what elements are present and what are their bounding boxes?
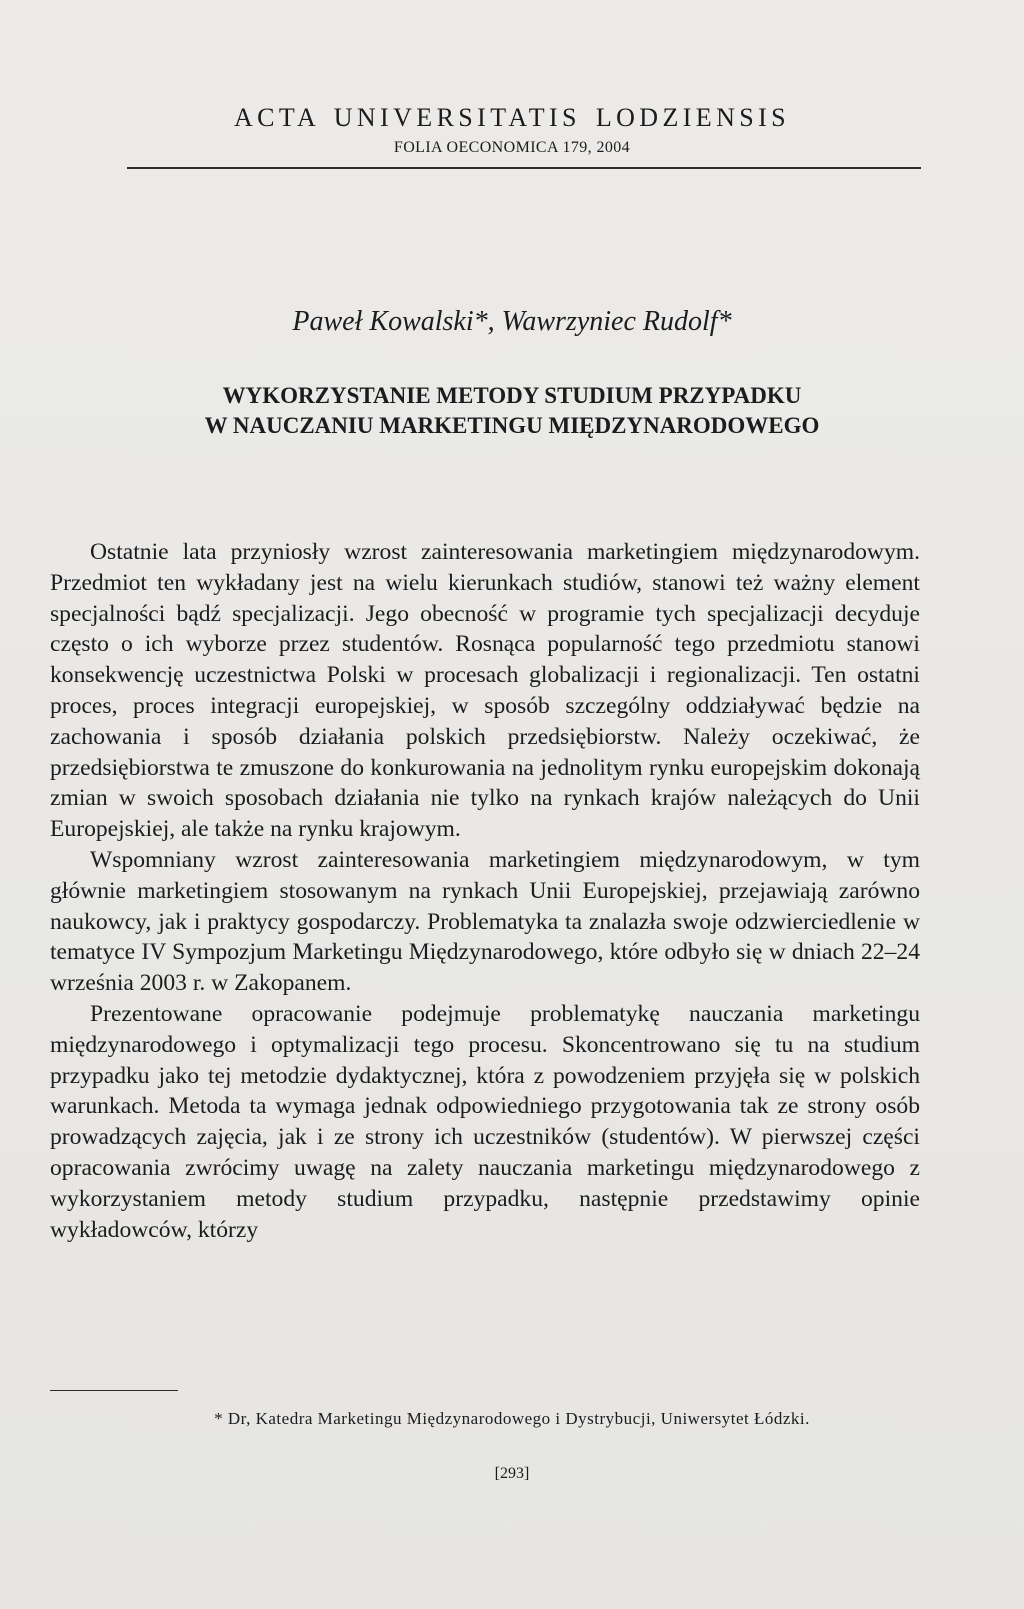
body-paragraph-2: Wspomniany wzrost zainteresowania marketingiem międzynarodowym, w tym głównie marketingiem stosowanym na rynkach Unii Europejskiej, przejawiają zarówno naukowcy, jak i praktycy gospodarczy. Problematyka ta znalazła swoje odzwierciedlenie w tematyce IV Sympozjum Marketingu Międzynarodowego, które odbyło się w dniach 22–24 września 2003 r. w Zakopanem. xyxy=(50,846,920,997)
header-rule xyxy=(127,167,921,169)
footnote: * Dr, Katedra Marketingu Międzynarodowego i Dystrybucji, Uniwersytet Łódzki. xyxy=(214,1409,810,1428)
journal-title: ACTA UNIVERSITATIS LODZIENSIS xyxy=(233,103,791,132)
journal-folio: FOLIA OECONOMICA 179, 2004 xyxy=(393,139,631,156)
article-body xyxy=(50,537,920,1245)
page-number: [293] xyxy=(494,1465,530,1482)
article-authors: Paweł Kowalski*, Wawrzyniec Rudolf* xyxy=(292,306,732,337)
article-title-line-1: WYKORZYSTANIE METODY STUDIUM PRZYPADKU xyxy=(222,383,802,408)
body-paragraph-3: Prezentowane opracowanie podejmuje problematykę nauczania marketingu międzynarodowego i optymalizacji tego procesu. Skoncentrowano się tu na studium przypadku jako tej metodzie dydaktycznej, która z powodzeniem przyjęła się w polskich warunkach. Metoda ta wymaga jednak odpowiedniego przygotowania tak ze strony osób prowadzących zajęcia, jak i ze strony ich uczestników (studentów). W pierwszej części opracowania zwrócimy uwagę na zalety nauczania marketingu międzynarodowego z wykorzystaniem metody studium przypadku, następnie przedstawimy opinie wykładowców, którzy xyxy=(50,1000,920,1243)
article-title xyxy=(0,381,1024,441)
body-paragraph-1: Ostatnie lata przyniosły wzrost zainteresowania marketingiem międzynarodowym. Przedmiot ten wykładany jest na wielu kierunkach studiów, stanowi też ważny element specjalności bądź specjalizacji. Jego obecność w programie tych specjalizacji decyduje często o ich wyborze przez studentów. Rosnąca popularność tego przedmiotu stanowi konsekwencję uczestnictwa Polski w procesach globalizacji i regionalizacji. Ten ostatni proces, proces integracji europejskiej, w sposób szczególny oddziaływać będzie na zachowania i sposób działania polskich przedsiębiorstw. Należy oczekiwać, że przedsiębiorstwa te zmuszone do konkurowania na jednolitym rynku europejskim dokonają zmian w swoich sposobach działania nie tylko na rynkach krajów należących do Unii Europejskiej, ale także na rynku krajowym. xyxy=(50,539,920,843)
footnote-rule xyxy=(50,1390,178,1391)
article-title-line-2: W NAUCZANIU MARKETINGU MIĘDZYNARODOWEGO xyxy=(204,413,820,438)
